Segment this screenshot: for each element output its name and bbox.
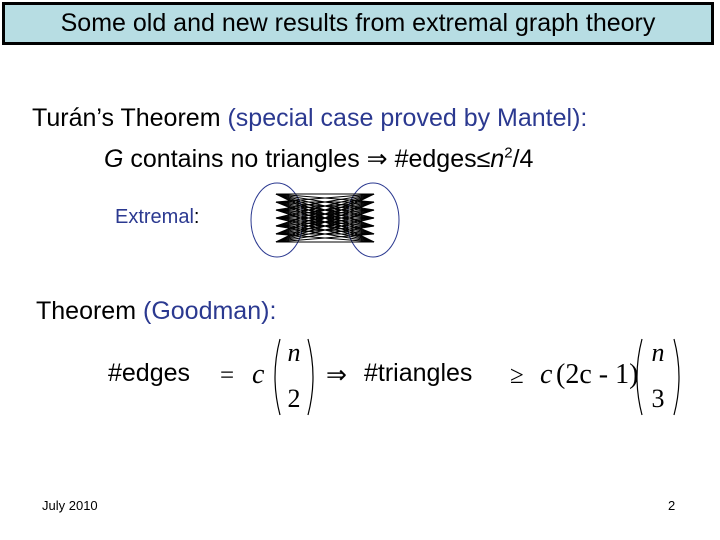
turan-theorem-line [32,104,587,133]
binomial-bottom-3: 3 [651,384,665,413]
title-bar [2,2,714,45]
turan-attribution: (special case proved by Mantel): [227,104,588,132]
leq-symbol: ≤ [476,145,491,173]
extremal-colon: : [193,206,200,228]
extremal-word: Extremal [115,206,194,228]
edges-text: #edges [394,145,477,173]
binomial-n-2 [280,338,308,414]
factor-2c-minus-1: (2c - 1) [556,359,639,390]
binomial-n-3 [642,338,674,414]
implies-symbol: ⇒ [366,145,388,173]
implies-arrow: ⇒ [326,361,347,389]
goodman-theorem-line [36,297,276,326]
goodman-name: Theorem [36,297,137,325]
page-number: 2 [668,498,676,513]
footer-date: July 2010 [42,498,98,513]
equals-symbol: = [220,362,235,389]
graph-g: G [104,145,124,173]
triangles-term: #triangles [364,359,473,387]
binomial-bottom-2: 2 [287,384,301,413]
no-triangles-text: contains no triangles [130,145,360,173]
goodman-attribution: (Goodman): [143,297,277,325]
binomial-top-n-2: n [651,338,665,367]
exponent: 2 [504,144,513,162]
extremal-label [115,206,199,229]
edges-term: #edges [108,359,191,387]
coefficient-c-2: c [540,359,553,390]
divide-four: /4 [512,145,534,173]
bipartite-graph-figure [240,180,410,260]
turan-name: Turán’s Theorem [32,104,221,132]
geq-symbol: ≥ [510,362,524,389]
n-variable: n [490,145,505,173]
coefficient-c: c [252,359,265,390]
turan-statement [104,144,533,174]
bipartite-edges [276,194,374,242]
binomial-top-n: n [287,338,301,367]
slide-title: Some old and new results from extremal graph theory [60,9,656,37]
